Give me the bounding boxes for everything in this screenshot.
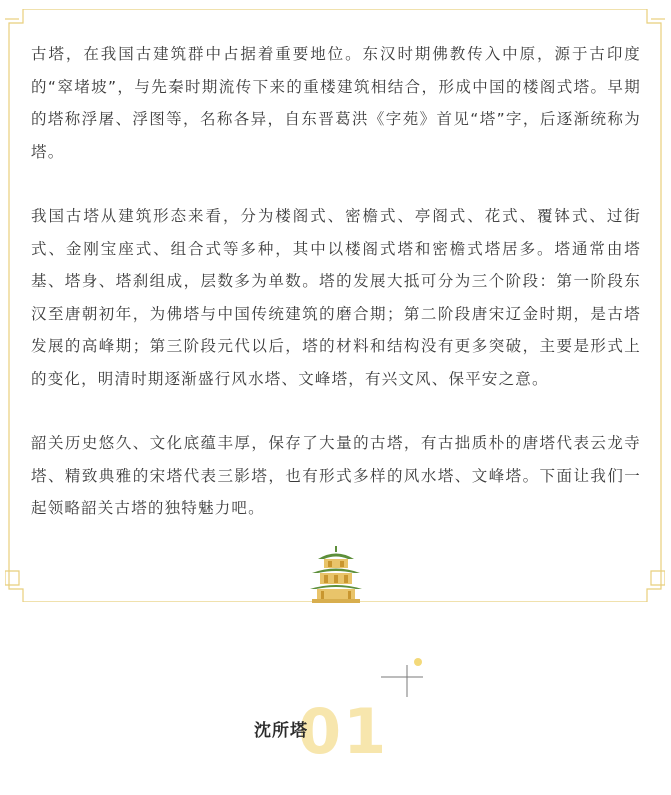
section-title: 沈所塔 — [254, 721, 308, 741]
intro-paragraph-3: 韶关历史悠久、文化底蕴丰厚，保存了大量的古塔，有古拙质朴的唐塔代表云龙寺塔、精致典雅的宋塔代表三影塔，也有形式多样的风水塔、文峰塔。下面让我们一起领略韶关古塔的独特魅力吧。 — [31, 434, 641, 517]
intro-paragraph-2: 我国古塔从建筑形态来看，分为楼阁式、密檐式、亭阁式、花式、覆钵式、过街式、金刚宝座式、组合式等多种，其中以楼阁式塔和密檐式塔居多。塔通常由塔基、塔身、塔刹组成，层数多为单数。塔的发展大抵可分为三个阶段：第一阶段东汉至唐朝初年，为佛塔与中国传统建筑的磨合期；第二阶段唐宋辽金时期，是古塔发展的高峰期；第三阶段元代以后，塔的材料和结构没有更多突破，主要是形式上的变化，明清时期逐渐盛行风水塔、文峰塔，有兴文风、保平安之意。 — [31, 207, 641, 388]
intro-paragraph-1: 古塔，在我国古建筑群中占据着重要地位。东汉时期佛教传入中原，源于古印度的“窣堵坡”，与先秦时期流传下来的重楼建筑相结合，形成中国的楼阁式塔。早期的塔称浮屠、浮图等，名称各异，自东晋葛洪《字苑》首见“塔”字，后逐渐统称为塔。 — [31, 45, 641, 161]
section-number: 01 — [298, 695, 389, 768]
intro-text — [31, 38, 641, 557]
pagoda-icon — [308, 544, 364, 604]
